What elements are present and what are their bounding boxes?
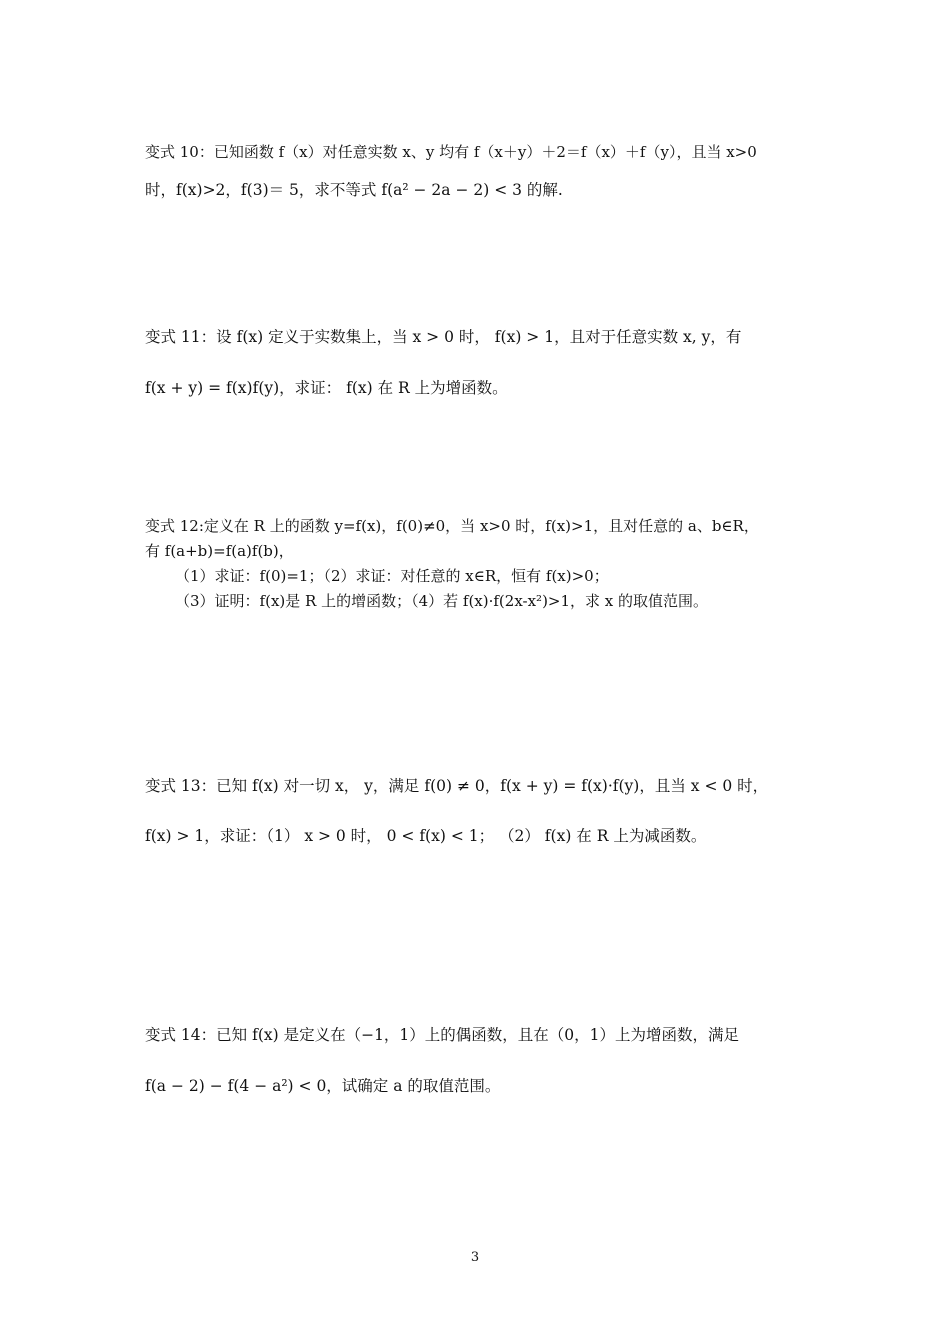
- problem-13-line-2: f(x) > 1，求证：（1） x > 0 时， 0 < f(x) < 1； （2） f(x) 在 R 上为减函数。: [145, 827, 707, 845]
- problem-12-line-1: 变式 12:定义在 R 上的函数 y=f(x)，f(0)≠0，当 x>0 时，f(x)>1，且对任意的 a、b∈R，: [145, 517, 759, 535]
- problem-10-line-2: 时，f(x)>2，f(3)＝ 5，求不等式 f(a² − 2a − 2) < 3 的解.: [145, 181, 563, 199]
- problem-14-line-1: 变式 14：已知 f(x) 是定义在（−1，1）上的偶函数，且在（0，1）上为增函数，满足: [145, 1026, 740, 1044]
- problem-10-line-1: 变式 10：已知函数 f（x）对任意实数 x、y 均有 f（x＋y）＋2＝f（x）＋f（y），且当 x>0: [145, 143, 757, 161]
- problem-12-line-2: 有 f(a+b)=f(a)f(b)，: [145, 542, 294, 560]
- problem-12-line-3: （1）求证：f(0)=1；（2）求证：对任意的 x∈R，恒有 f(x)>0；: [175, 567, 609, 585]
- problem-11-line-1: 变式 11：设 f(x) 定义于实数集上，当 x > 0 时， f(x) > 1，且对于任意实数 x, y，有: [145, 328, 742, 346]
- problem-14-line-2: f(a − 2) − f(4 − a²) < 0，试确定 a 的取值范围。: [145, 1077, 501, 1095]
- problem-11-line-2: f(x + y) = f(x)f(y)，求证： f(x) 在 R 上为增函数。: [145, 379, 508, 397]
- problem-13-line-1: 变式 13：已知 f(x) 对一切 x， y，满足 f(0) ≠ 0，f(x + y) = f(x)·f(y)，且当 x < 0 时，: [145, 777, 769, 795]
- problem-12-line-4: （3）证明：f(x)是 R 上的增函数；（4）若 f(x)·f(2x-x²)>1，求 x 的取值范围。: [175, 592, 709, 610]
- page-number: 3: [470, 1250, 480, 1265]
